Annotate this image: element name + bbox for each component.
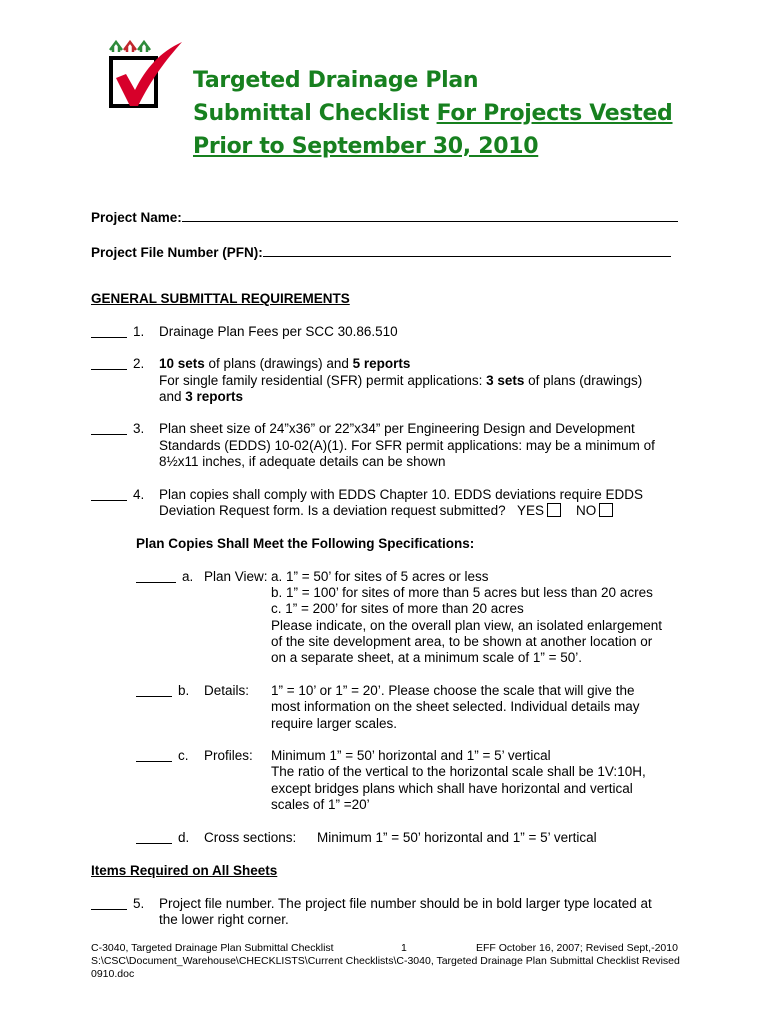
item2-line3 [159, 389, 243, 404]
item1-text: Drainage Plan Fees per SCC 30.86.510 [159, 324, 398, 339]
spec-a-letter: a. [182, 569, 194, 584]
spec-c-line2: The ratio of the vertical to the horizontal scale shall be 1V:10H, [271, 764, 646, 779]
item4-line2 [159, 503, 613, 518]
footer-revision: EFF October 16, 2007; Revised Sept,-2010 [476, 942, 678, 954]
checklist-logo-icon [108, 34, 186, 114]
yes-label: YES [516, 503, 544, 518]
yes-checkbox[interactable] [547, 503, 561, 517]
spec-a-note3: on a separate sheet, at a minimum scale of 1” = 50’. [271, 650, 583, 665]
spec-c-line1: Minimum 1” = 50’ horizontal and 1” = 5’ vertical [271, 748, 551, 763]
project-name-blank[interactable] [182, 209, 678, 222]
spec-a-opt-c: c. 1” = 200’ for sites of more than 20 acres [271, 601, 524, 616]
spec-c-letter: c. [178, 748, 189, 763]
item4-blank[interactable] [91, 488, 127, 501]
item2-reports: 5 reports [352, 356, 411, 371]
item2-line2 [159, 373, 642, 388]
item2-line3-reports: 3 reports [185, 389, 244, 404]
spec-a-note2: of the site development area, to be shown at another location or [271, 634, 653, 649]
spec-b-letter: b. [178, 683, 190, 698]
general-heading: GENERAL SUBMITTAL REQUIREMENTS [91, 291, 350, 306]
spec-d-label: Cross sections: [204, 830, 297, 845]
pfn-blank[interactable] [263, 244, 671, 257]
spec-a-blank[interactable] [136, 570, 176, 583]
spec-d-text: Minimum 1” = 50’ horizontal and 1” = 5’ vertical [317, 830, 597, 845]
item4-num: 4. [133, 487, 145, 502]
spec-a-label: Plan View: [204, 569, 268, 584]
spec-a-opt-b: b. 1” = 100’ for sites of more than 5 acres but less than 20 acres [271, 585, 653, 600]
item2-num: 2. [133, 356, 145, 371]
pfn-label: Project File Number (PFN): [91, 245, 263, 260]
no-checkbox[interactable] [599, 503, 613, 517]
item2-mid: of plans (drawings) and [204, 356, 353, 371]
project-name-label: Project Name: [91, 210, 182, 225]
footer-path-line1: S:\CSC\Document_Warehouse\CHECKLISTS\Current Checklists\C-3040, Targeted Drainage Plan Submittal Checklist Revised [91, 955, 680, 967]
title-line-3: Prior to September 30, 2010 [193, 134, 539, 159]
item3-line3: 8½x11 inches, if adequate details can be shown [159, 454, 446, 469]
item3-blank[interactable] [91, 422, 127, 435]
spec-b-line3: require larger scales. [271, 716, 398, 731]
item2-blank[interactable] [91, 357, 127, 370]
item2-line2a: For single family residential (SFR) permit applications: [159, 373, 487, 388]
item2-line2b: of plans (drawings) [524, 373, 643, 388]
title-line-2a: Submittal Checklist [193, 101, 437, 126]
footer-doc-title: C-3040, Targeted Drainage Plan Submittal Checklist [91, 942, 334, 954]
item2-sets: 10 sets [159, 356, 205, 371]
spec-c-line3: except bridges plans which shall have horizontal and vertical [271, 781, 633, 796]
item1-blank[interactable] [91, 325, 127, 338]
specs-heading: Plan Copies Shall Meet the Following Specifications: [136, 536, 475, 551]
title-line-1: Targeted Drainage Plan [193, 68, 479, 93]
title-line-2b: For Projects Vested [436, 101, 673, 126]
item5-num: 5. [133, 896, 145, 911]
item3-line2: Standards (EDDS) 10-02(A)(1). For SFR permit applications: may be a minimum of [159, 438, 655, 453]
item2-line2-sets: 3 sets [486, 373, 525, 388]
spec-b-line1: 1” = 10’ or 1” = 20’. Please choose the scale that will give the [271, 683, 635, 698]
spec-b-label: Details: [204, 683, 250, 698]
item5-line1: Project file number. The project file number should be in bold larger type located at [159, 896, 652, 911]
spec-c-label: Profiles: [204, 748, 253, 763]
footer-page-number: 1 [401, 942, 407, 954]
item4-line1: Plan copies shall comply with EDDS Chapter 10. EDDS deviations require EDDS [159, 487, 643, 502]
item2-line3a: and [159, 389, 186, 404]
title-line-2 [193, 101, 673, 126]
item5-blank[interactable] [91, 897, 127, 910]
item5-line2: the lower right corner. [159, 912, 289, 927]
project-name-field[interactable] [91, 209, 678, 225]
spec-b-line2: most information on the sheet selected. Individual details may [271, 699, 640, 714]
spec-a-note1: Please indicate, on the overall plan view, an isolated enlargement [271, 618, 662, 633]
spec-c-line4: scales of 1” =20’ [271, 797, 370, 812]
item3-line1: Plan sheet size of 24”x36” or 22”x34” per Engineering Design and Development [159, 421, 635, 436]
item3-num: 3. [133, 421, 145, 436]
spec-c-blank[interactable] [136, 749, 172, 762]
item2-line1 [159, 356, 410, 371]
footer-path-line2: 0910.doc [91, 968, 135, 980]
item1-num: 1. [133, 324, 145, 339]
no-label: NO [575, 503, 597, 518]
spec-b-blank[interactable] [136, 684, 172, 697]
spec-d-letter: d. [178, 830, 190, 845]
item4-question: Deviation Request form. Is a deviation request submitted? [159, 503, 506, 518]
all-sheets-heading: Items Required on All Sheets [91, 863, 278, 878]
spec-a-opt-a: a. 1” = 50’ for sites of 5 acres or less [271, 569, 489, 584]
spec-d-blank[interactable] [136, 831, 172, 844]
pfn-field[interactable] [91, 244, 671, 260]
